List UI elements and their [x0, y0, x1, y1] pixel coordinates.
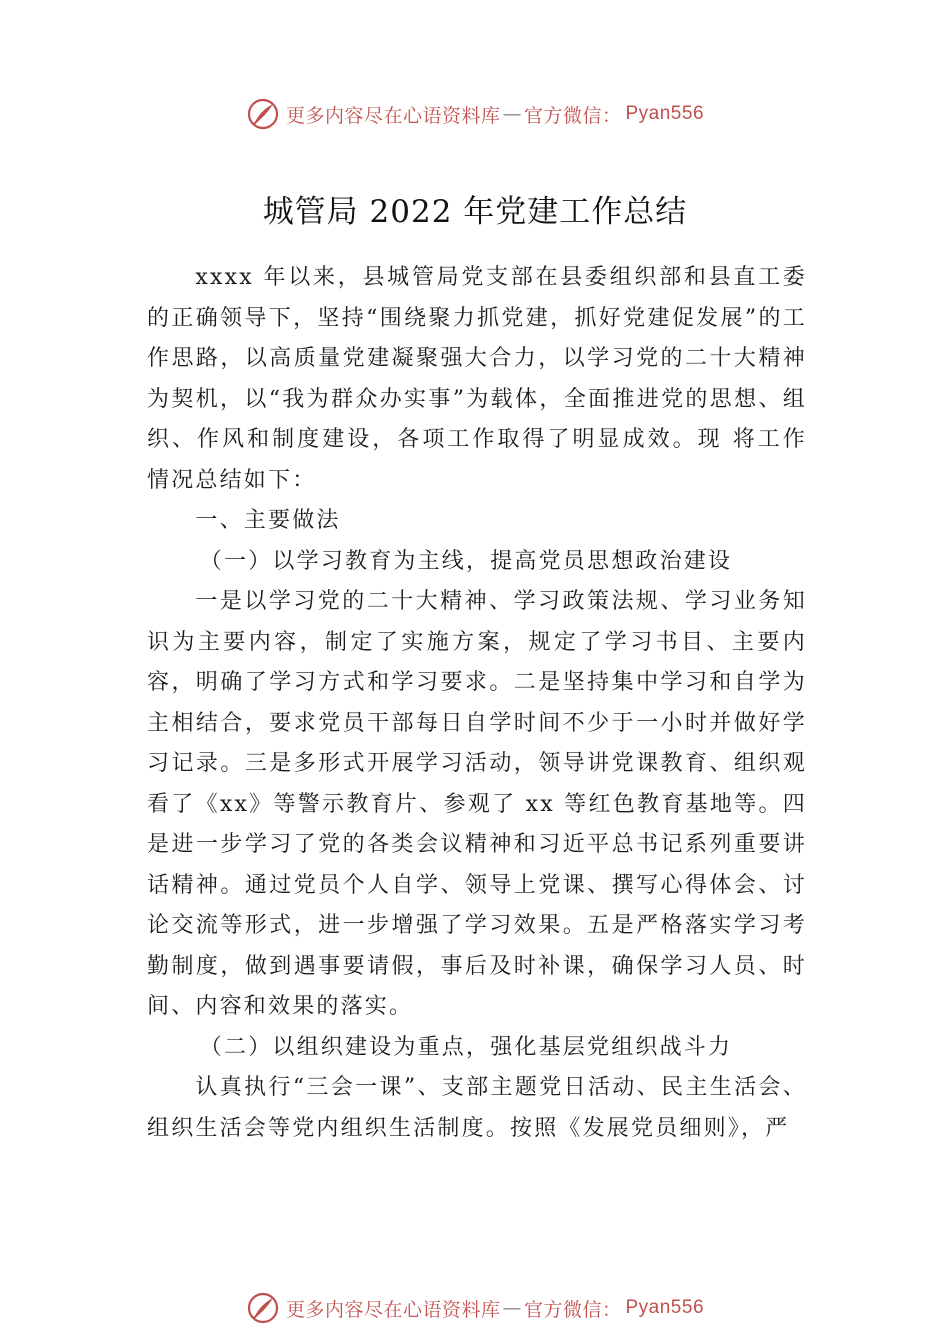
banner-separator: — [502, 103, 522, 125]
paragraph-body: 认真执行“三会一课”、支部主题党日活动、民主生活会、组织生活会等党内组织生活制度。按照《发展党员细则》，严 [147, 1075, 807, 1141]
banner-wechat-label: 官方微信： [523, 104, 622, 127]
banner-text: 更多内容尽在心语资料库 [285, 104, 501, 127]
quill-logo-icon [246, 97, 280, 131]
banner-separator: — [502, 1297, 522, 1319]
banner-wechat-label: 官方微信： [523, 1298, 622, 1321]
subsection-heading: （一）以学习教育为主线，提高党员思想政治建设 [199, 548, 733, 574]
document-title: 城管局 2022 年党建工作总结 [262, 194, 688, 230]
paragraph-body: 一是以学习党的二十大精神、学习政策法规、学习业务知识为主要内容，制定了实施方案，规定了学习书目、主要内容，明确了学习方式和学习要求。二是坚持集中学习和自学为主相结合，要求党员干部每日自学时间不少于一小时并做好学习记录。三是多形式开展学习活动，领导讲党课教育、组织观看了《xx》等警示教育片、参观了 xx 等红色教育基地等。四是进一步学习了党的各类会议精神和习近平总书记系列重要讲话精神。通过党员个人自学、领导上党课、撰写心得体会、讨论交流等形式，进一步增强了学习效果。五是严格落实学习考勤制度，做到遇事要请假，事后及时补课，确保学习人员、时间、内容和效果的落实。 [147, 589, 807, 1019]
banner-wechat-id: Pyan556 [625, 1297, 705, 1318]
header-banner [0, 94, 950, 134]
footer-banner [0, 1288, 950, 1328]
subsection-heading: （二）以组织建设为重点，强化基层党组织战斗力 [199, 1034, 733, 1060]
section-heading: 一、主要做法 [195, 508, 341, 533]
banner-wechat-id: Pyan556 [625, 103, 705, 124]
quill-logo-icon [246, 1291, 280, 1325]
document-body [147, 258, 807, 1149]
paragraph-intro: xxxx 年以来，县城管局党支部在县委组织部和县直工委的正确领导下，坚持“围绕聚力抓党建，抓好党建促发展”的工作思路，以高质量党建凝聚强大合力，以学习党的二十大精神为契机，以“我为群众办实事”为载体，全面推进党的思想、组织、作风和制度建设，各项工作取得了明显成效。现 将工作情况总结如下： [147, 265, 807, 493]
banner-text: 更多内容尽在心语资料库 [285, 1298, 501, 1321]
